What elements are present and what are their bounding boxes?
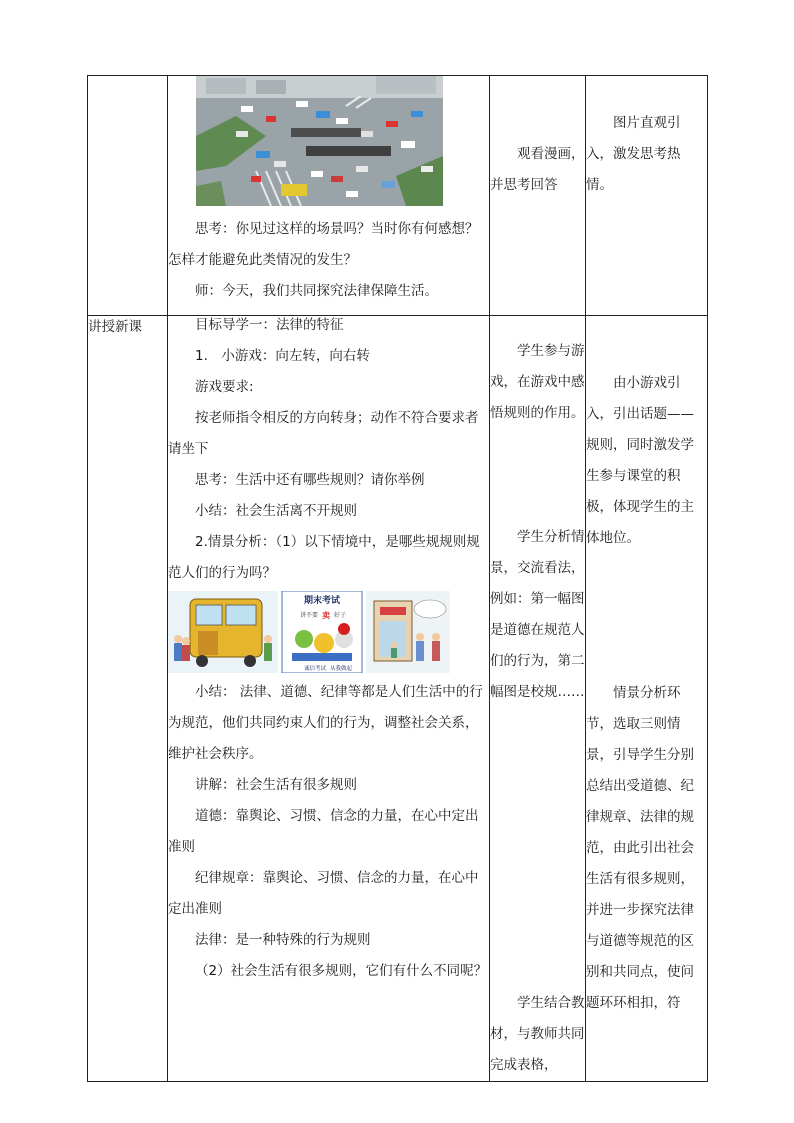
para-student-game: 学生参与游戏，在游戏中感悟规则的作用。 <box>490 343 585 421</box>
lesson-plan-table <box>87 75 708 1082</box>
para-explain-rules: 讲解：社会生活有很多规则 <box>195 777 357 793</box>
stage-cell-empty <box>88 76 168 316</box>
para-thinking-question: 思考：你见过这样的场景吗？当时你有何感想？怎样才能避免此类情况的发生？ <box>168 221 479 268</box>
para-mini-game: 1. 小游戏：向左转，向右转 <box>195 348 370 364</box>
comic-line-a: 讲不要 <box>300 612 319 619</box>
para-teacher-intro: 师：今天，我们共同探究法律保障生活。 <box>195 283 438 299</box>
comic-bottom-b: 从我做起 <box>330 666 353 672</box>
para-design-scenario: 情景分析环节，选取三则情景，引导学生分别总结出受道德、纪律规章、法律的规范，由此引出社会生活有很多规则，并进一步探究法律与道德等规范的区别和共同点，使问题环环相扣，符 <box>586 685 694 1011</box>
design-intent-cell <box>586 316 708 1082</box>
design-intent-cell <box>586 76 708 316</box>
scenario-comic-strip <box>168 591 450 673</box>
comic-title: 期末考试 <box>303 596 341 606</box>
para-student-analysis: 学生分析情景，交流看法，例如：第一幅图是道德在规范人们的行为，第二幅图是校规…… <box>490 529 585 700</box>
para-picture-intro: 图片直观引入，激发思考热情。 <box>586 115 681 193</box>
stage-label: 讲授新课 <box>88 319 142 335</box>
para-discipline: 纪律规章：靠舆论、习惯、信念的力量，在心中定出准则 <box>168 870 479 917</box>
stage-cell-new-lesson <box>88 316 168 1082</box>
para-summary-norms: 小结： 法律、道德、纪律等都是人们生活中的行为规范，他们共同约束人们的行为，调整社会关系，维护社会秩序。 <box>168 684 483 762</box>
para-summary-rules: 小结：社会生活离不开规则 <box>195 503 357 519</box>
para-law: 法律：是一种特殊的行为规则 <box>195 932 371 948</box>
traffic-intersection-photo <box>196 76 443 206</box>
para-student-table: 学生结合教材，与教师共同完成表格， <box>490 995 585 1073</box>
para-question-difference: （2）社会生活有很多规则，它们有什么不同呢？ <box>195 963 488 979</box>
student-activity-cell <box>490 316 586 1082</box>
para-goal-one: 目标导学一：法律的特征 <box>195 317 344 333</box>
teacher-activity-cell <box>168 316 490 1082</box>
para-think-rules: 思考：生活中还有哪些规则？请你举例 <box>195 472 425 488</box>
para-watch-comic: 观看漫画，并思考回答 <box>490 146 585 193</box>
student-activity-cell <box>490 76 586 316</box>
table-row-new-lesson <box>88 316 708 1082</box>
para-game-rules: 按老师指令相反的方向转身；动作不符合要求者请坐下 <box>168 410 479 457</box>
para-morality: 道德：靠舆论、习惯、信念的力量，在心中定出准则 <box>168 808 479 855</box>
para-game-rules-title: 游戏要求: <box>195 379 254 395</box>
para-design-game: 由小游戏引入，引出话题——规则，同时激发学生参与课堂的积极，体现学生的主体地位。 <box>586 375 694 546</box>
comic-line-b: 卖 <box>322 611 330 620</box>
comic-line-c: 好子 <box>334 612 347 619</box>
para-scenario-analysis: 2.情景分析：（1）以下情境中，是哪些规规则规范人们的行为吗？ <box>168 534 480 581</box>
teacher-activity-cell <box>168 76 490 316</box>
comic-bottom-a: 诚信考试 <box>304 666 327 672</box>
table-row-intro <box>88 76 708 316</box>
